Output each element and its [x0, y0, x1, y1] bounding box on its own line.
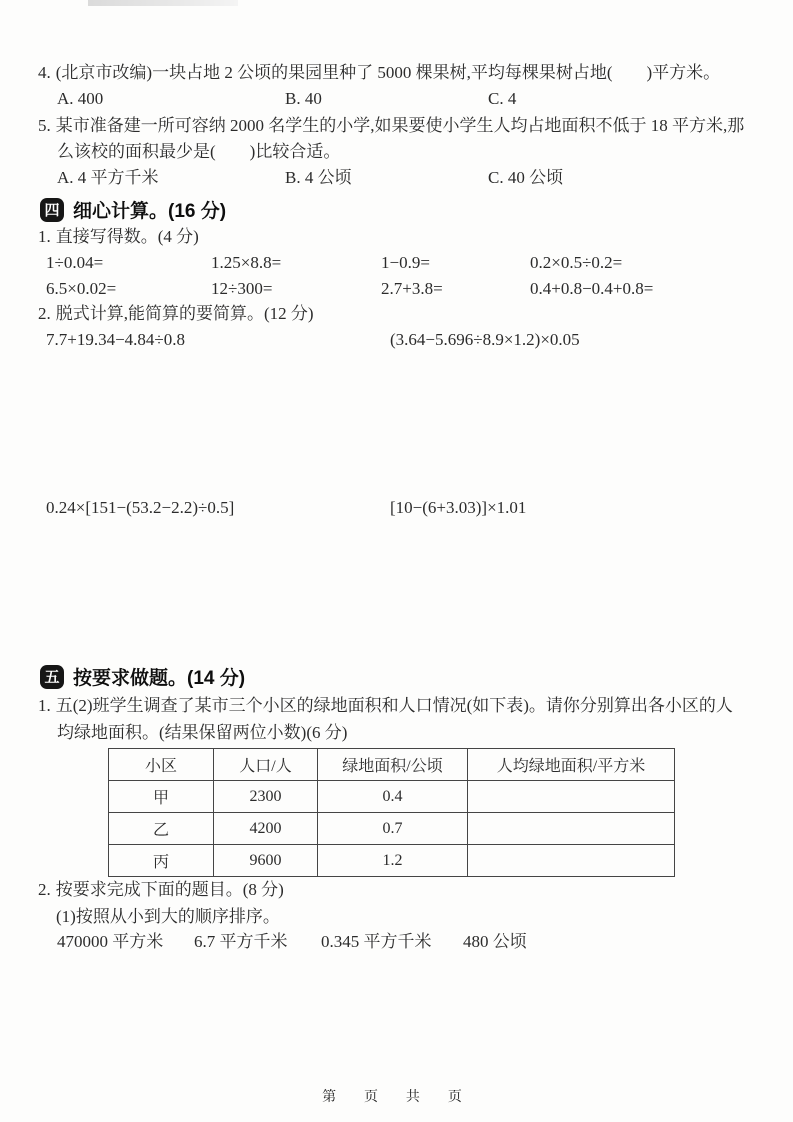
- section-five-badge: 五: [40, 665, 64, 689]
- section-five-q2: [38, 879, 284, 900]
- q2-subtask-1: (1)按照从小到大的顺序排序。: [56, 907, 280, 926]
- written-calc-row-1: [0, 329, 793, 351]
- green-area-table: [108, 748, 675, 877]
- table-cell-empty: [468, 813, 675, 845]
- math-expression: 0.24×[151−(53.2−2.2)÷0.5]: [46, 498, 235, 517]
- question-5-number: 5.: [38, 116, 51, 135]
- math-expression: 0.2×0.5÷0.2=: [530, 253, 623, 272]
- written-calc-row-2: [0, 497, 793, 519]
- option-a: A. 4 平方千米: [57, 168, 159, 187]
- table-cell: 1.2: [318, 845, 468, 877]
- math-expression: [10−(6+3.03)]×1.01: [390, 498, 527, 517]
- sort-item: 6.7 平方千米: [194, 932, 288, 951]
- subtask-1-number: 1.: [38, 227, 51, 246]
- q1-text-line1: 五(2)班学生调查了某市三个小区的绿地面积和人口情况(如下表)。请你分别算出各小区的人: [55, 696, 733, 715]
- q1-number: 1.: [38, 696, 51, 715]
- scan-artifact: [88, 0, 238, 6]
- question-5: [38, 115, 744, 136]
- subtask-2-text: 脱式计算,能简算的要简算。(12 分): [55, 304, 314, 323]
- question-4-options: [0, 88, 793, 110]
- math-expression: 1÷0.04=: [46, 253, 104, 272]
- section-five-title: 按要求做题。(14 分): [73, 668, 246, 689]
- question-4: [38, 62, 720, 83]
- question-4-number: 4.: [38, 63, 51, 82]
- table-cell-empty: [468, 845, 675, 877]
- math-expression: 6.5×0.02=: [46, 279, 117, 298]
- question-4-text: (北京市改编)一块占地 2 公顷的果园里种了 5000 棵果树,平均每棵果树占地( )平方米。: [55, 63, 721, 82]
- question-5-text-line1: 某市准备建一所可容纳 2000 名学生的小学,如果要使小学生人均占地面积不低于 18 平方米,那: [55, 116, 745, 135]
- table-cell: 2300: [214, 781, 318, 813]
- q2-text: 按要求完成下面的题目。(8 分): [55, 880, 284, 899]
- table-header-cell: 人口/人: [214, 749, 318, 781]
- option-b: B. 40: [285, 89, 322, 108]
- subtask-2-number: 2.: [38, 304, 51, 323]
- math-expression: 1−0.9=: [381, 253, 430, 272]
- q2-number: 2.: [38, 880, 51, 899]
- subtask-1-text: 直接写得数。(4 分): [55, 227, 199, 246]
- question-5-options: [0, 167, 793, 189]
- question-5-text-line2: 么该校的面积最少是( )比较合适。: [57, 142, 341, 161]
- table-cell: 丙: [109, 845, 214, 877]
- table-header-cell: 小区: [109, 749, 214, 781]
- section-five-q1: [38, 695, 733, 716]
- table-cell: 甲: [109, 781, 214, 813]
- table-cell: 0.4: [318, 781, 468, 813]
- table-cell-empty: [468, 781, 675, 813]
- q1-text-line2: 均绿地面积。(结果保留两位小数)(6 分): [57, 723, 348, 742]
- table-row: [109, 781, 675, 813]
- math-expression: 0.4+0.8−0.4+0.8=: [530, 279, 654, 298]
- section-four-title: 细心计算。(16 分): [73, 201, 227, 222]
- table-cell: 0.7: [318, 813, 468, 845]
- option-c: C. 4: [488, 89, 517, 108]
- section-five-header: [40, 663, 245, 690]
- table-cell: 乙: [109, 813, 214, 845]
- option-c: C. 40 公顷: [488, 168, 564, 187]
- table-row: [109, 813, 675, 845]
- section-four-badge: 四: [40, 198, 64, 222]
- math-expression: 2.7+3.8=: [381, 279, 443, 298]
- sort-item: 0.345 平方千米: [321, 932, 432, 951]
- table-row: [109, 845, 675, 877]
- mental-math-row-2: [0, 278, 793, 300]
- table-cell: 4200: [214, 813, 318, 845]
- section-four-header: [40, 196, 226, 223]
- page-footer: 第 页 共 页: [322, 1088, 471, 1104]
- option-a: A. 400: [57, 89, 104, 108]
- table-cell: 9600: [214, 845, 318, 877]
- table-header-cell: 绿地面积/公顷: [318, 749, 468, 781]
- sort-item: 470000 平方米: [57, 932, 164, 951]
- mental-math-row-1: [0, 252, 793, 274]
- math-expression: 7.7+19.34−4.84÷0.8: [46, 330, 186, 349]
- math-expression: 1.25×8.8=: [211, 253, 282, 272]
- sort-item: 480 公顷: [463, 932, 527, 951]
- option-b: B. 4 公顷: [285, 168, 352, 187]
- math-expression: (3.64−5.696÷8.9×1.2)×0.05: [390, 330, 580, 349]
- table-header-cell: 人均绿地面积/平方米: [468, 749, 675, 781]
- table-header-row: [109, 749, 675, 781]
- math-expression: 12÷300=: [211, 279, 273, 298]
- subtask-1-heading: [38, 226, 199, 247]
- subtask-2-heading: [38, 303, 314, 324]
- sort-items-row: [0, 931, 793, 953]
